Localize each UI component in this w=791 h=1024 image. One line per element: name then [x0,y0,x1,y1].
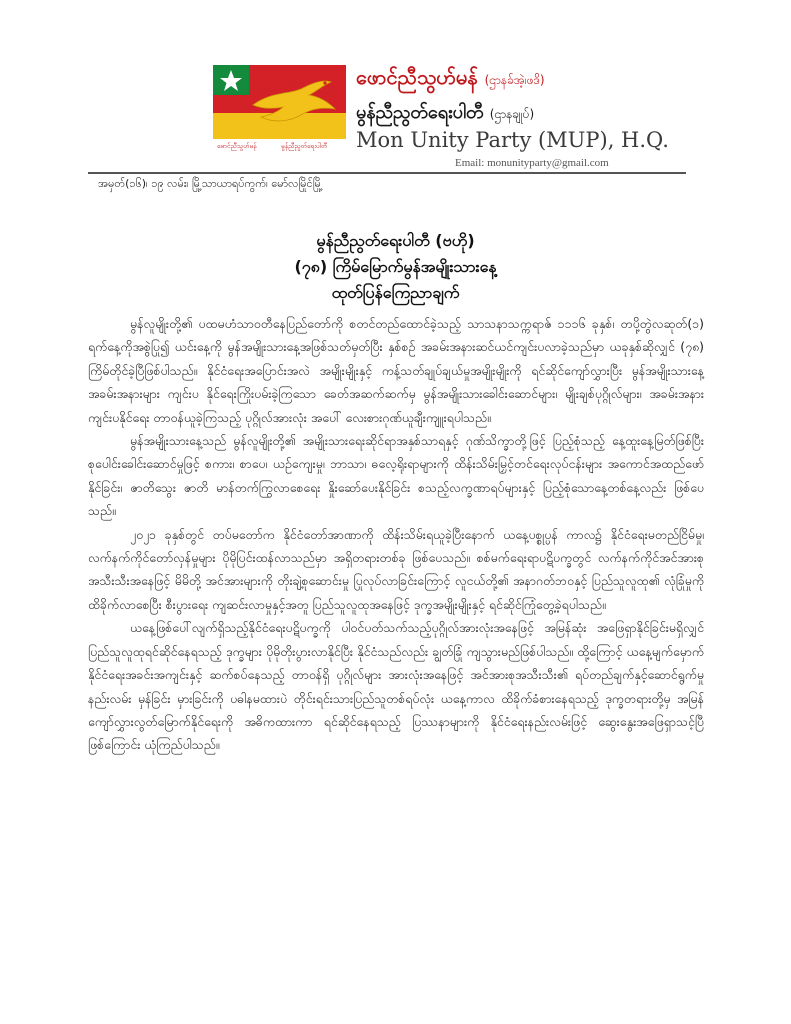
party-name-english: Mon Unity Party (MUP), H.Q. [356,128,669,152]
party-name-myanmar [356,100,534,127]
address-line: အမှတ်(၁၆)၊ ၁၉ လမ်း၊ မြို့သာယာရပ်ကွက်၊ မော်လမြိုင်မြို့ [98,177,323,190]
org-name-mon [356,64,545,94]
hamsa-flag-logo-icon [213,65,346,151]
party-email: Email: monunityparty@gmail.com [455,157,609,169]
statement-titles [0,228,791,306]
logo-caption-left: ဖောင်ညီသွဟ်မန် [217,142,257,150]
party-logo [213,65,346,151]
party-name-myanmar-suffix: (ဌာနချုပ်) [489,107,535,121]
title-national-day: (၇၈) ကြိမ်မြောက်မွန်အမျိုးသားနေ့ [294,257,497,276]
paragraph-3: ၂၀၂၁ ခုနှစ်တွင် တပ်မတော်က နိုင်ငံတော်အာဏာကို ထိန်းသိမ်းရယူခဲ့ပြီးနောက် ယနေ့ပစ္စုပ္ပန် ကာလ၌ နိုင်ငံရေးမတည်ငြိမ်မှု၊ လက်နက်ကိုင်တော်လှန်မှုများ ပိုမိုပြင်းထန်လာသည်မှာ အရှိတရားတစ်ခု ဖြစ်ပေသည်။ စစ်မက်ရေးရာပဋိပက္ခတွင် လက်နက်ကိုင်အင်အားစုအသီးသီးအနေဖြင့် မိမိတို့ အင်အားများကို တိုးချဲ့စုဆောင်းမှု ပြုလုပ်လာခြင်းကြောင့် လူငယ်တို့၏ အနာဂတ်ဘဝနှင့် ပြည်သူလူထု၏ လုံခြုံမှုကို ထိခိုက်လာစေပြီး စီးပွားရေး ကျဆင်းလာမှုနှင့်အတူ ပြည်သူလူထုအနေဖြင့် ဒုက္ခအမျိုးမျိုးနှင့် ရင်ဆိုင်ကြုံတွေ့ခဲ့ရပါသည်။ [88,526,704,612]
title-party: မွန်ညီညွတ်ရေးပါတီ (ဗဟို) [316,231,475,250]
party-name-myanmar-text: မွန်ညီညွတ်ရေးပါတီ [356,102,484,123]
title-statement: ထုတ်ပြန်ကြေညာချက် [331,283,460,302]
paragraph-2: မွန်အမျိုးသားနေ့သည် မွန်လူမျိုးတို့၏ အမျိုးသားရေးဆိုင်ရာအနှစ်သာရနှင့် ဂုဏ်သိက္ခာတို့ဖြင့် ပြည့်စုံသည့် နေ့ထူးနေ့မြတ်ဖြစ်ပြီး စုပေါင်းခေါင်းဆောင်မှုဖြင့် စကား၊ စာပေ၊ ယဉ်ကျေးမှု၊ ဘာသာ၊ ဓလေ့ရိုးရာများကို ထိန်းသိမ်းမြှင့်တင်ရေးလုပ်ငန်းများ အကောင်အထည်ဖော်နိုင်ခြင်း၊ ဇာတိသွေး ဇာတိ မာန်တက်ကြွလာစေရေး နှိုးဆော်ပေးနိုင်ခြင်း စသည့်လက္ခဏာရပ်များနှင့် ပြည့်စုံသောနေ့တစ်နေ့လည်း ဖြစ်ပေသည်။ [88,433,704,519]
paragraph-1: မွန်လူမျိုးတို့၏ ပထမဟံသာဝတီနေပြည်တော်ကို စတင်တည်ထောင်ခဲ့သည့် သာသနာသက္ကရာဇ် ၁၁၁၆ ခုနှစ်၊ တပို့တွဲလဆုတ်(၁) ရက်နေ့ကိုအစွဲပြု၍ ယင်းနေ့ကို မွန်အမျိုးသားနေ့အဖြစ်သတ်မှတ်ပြီး နှစ်စဉ် အခမ်းအနားဆင်ယင်ကျင်းပလာခဲ့သည်မှာ ယခုနှစ်ဆိုလျှင် (၇၈) ကြိမ်တိုင်ခဲ့ပြီဖြစ်ပါသည်။ နိုင်ငံရေးအပြောင်းအလဲ အမျိုးမျိုးနှင့် ကန့်သတ်ချုပ်ချယ်မှုအမျိုးမျိုးကို ရင်ဆိုင်ကျော်လွှားပြီး မွန်အမျိုးသားနေ့အခမ်းအနားများ ကျင်းပ နိုင်ရေးကြိုးပမ်းခဲ့ကြသော ခေတ်အဆက်ဆက်မှ မွန်အမျိုးသားခေါင်းဆောင်များ၊ မျိုးချစ်ပုဂ္ဂိုလ်များ၊ အခမ်းအနား ကျင်းပနိုင်ရေး တာဝန်ယူခဲ့ကြသည့် ပုဂ္ဂိုလ်အားလုံး အပေါ် လေးစားဂုဏ်ယူချီးကျူးရပါသည်။ [88,316,704,425]
statement-body [88,312,704,757]
paragraph-4: ယနေ့ဖြစ်ပေါ်လျက်ရှိသည့်နိုင်ငံရေးပဋိပက္ခကို ပါဝင်ပတ်သက်သည့်ပုဂ္ဂိုလ်အားလုံးအနေဖြင့် အမြန်ဆုံး အဖြေရှာနိုင်ခြင်းမရှိလျှင် ပြည်သူလူထုရင်ဆိုင်နေရသည့် ဒုက္ခများ ပိုမိုတိုးပွားလာနိုင်ပြီး နိုင်ငံသည်လည်း ချွတ်ခြုံ ကျသွားမည်ဖြစ်ပါသည်။ ထို့ကြောင့် ယနေ့မျက်မှောက်နိုင်ငံရေးအခင်းအကျင်းနှင့် ဆက်စပ်နေသည့် တာဝန်ရှိ ပုဂ္ဂိုလ်များ အားလုံးအနေဖြင့် အင်အားစုအသီးသီး၏ ရပ်တည်ချက်နှင့်ဆောင်ရွက်မှုနည်းလမ်း မှန်ခြင်း မှားခြင်းကို ပဓါနမထားပဲ တိုင်းရင်းသားပြည်သူတစ်ရပ်လုံး ယနေ့ကာလ ထိခိုက်ခံစားနေရသည့် ဒုက္ခတရားတို့မှ အမြန် ကျော်လွှားလွတ်မြောက်နိုင်ရေးကို အဓိကထားကာ ရင်ဆိုင်နေရသည့် ပြဿနာများကို နိုင်ငံရေးနည်းလမ်းဖြင့် ဆွေးနွေးအဖြေရှာသင့်ပြီဖြစ်ကြောင်း ယုံကြည်ပါသည်။ [88,620,704,753]
letterhead [0,0,791,200]
header-divider [88,172,686,174]
org-name-mon-suffix: (ဌာနခ်အဲ့၊ဖဒိ) [484,73,545,87]
org-name-mon-text: ဖောင်ညီသွဟ်မန် [356,65,478,89]
logo-caption-right: မွန်ညီညွတ်ရေးပါတီ [281,142,328,150]
